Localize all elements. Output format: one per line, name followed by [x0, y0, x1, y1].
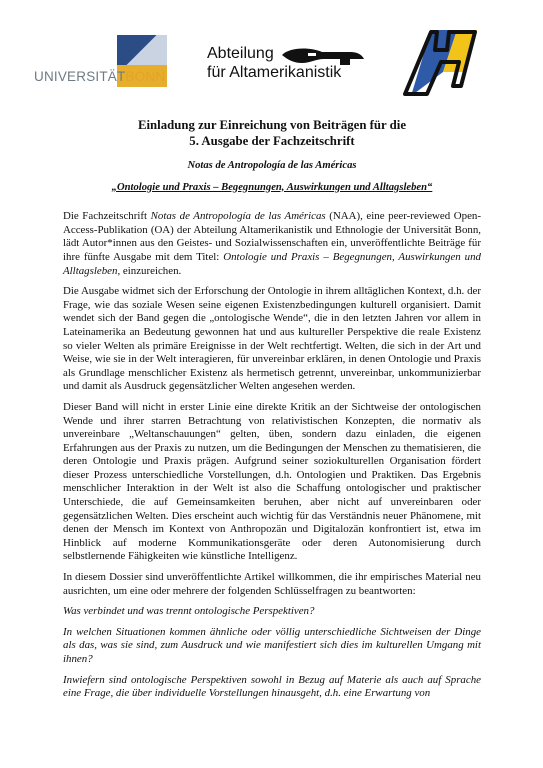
paragraph-scope: Dieser Band will nicht in erster Linie eine direkte Kritik an der Sichtweise der ontologischen Wende und ihrer starren Betrachtung von relativistischen Konzepten, die normativ als unvereinbare „Weltanschauungen“ gelten, üben, sondern dazu einladen, die eigenen Erfahrungen aus der Praxis zu nutzen, um die Bedingungen der Menschen zu thematisieren, die deren Ontologie und Praxis prägen. Aufgrund seiner soziokulturellen Organisation fördert dieser Prozess unterschiedliche Vorstellungen, d.h. Ontologien und Praktiken. Das Ergebnis menschlicher Interaktion in der Welt ist also die Schaffung ontologischer und praktischer Unterschiede, die auf Gemeinsamkeiten beruhen, aber nicht auf unvereinbaren oder gegensätzlichen Welten. Dies erscheint auch wichtig für das Verständnis neuer Phänomene, mit denen der Mensch im Kontext von Anthropozän und Digitalozän konfrontiert ist, etwa im Hinblick auf moderne Kommunikationsgeräte oder deren Autonomisierung durch selbstlernende Fähigkeiten wie künstliche Intelligenz.: [63, 400, 481, 563]
university-bonn-logo: [34, 35, 168, 87]
issue-theme: „Ontologie und Praxis – Begegnungen, Auswirkungen und Alltagsleben“: [111, 181, 433, 193]
question-item: Was verbindet und was trennt ontologische Perspektiven?: [63, 605, 315, 618]
naa-journal-logo-icon: [401, 28, 479, 98]
document-body: [63, 118, 481, 708]
paragraph-dossier: In diesem Dossier sind unveröffentlichte Artikel willkommen, die ihr empirisches Material neu ausrichten, um eine oder mehrere der folgenden Schlüsselfragen zu beantworten:: [63, 571, 481, 597]
department-logo-text: Abteilung für Altamerikanistik: [207, 45, 342, 81]
department-logo: [207, 44, 367, 88]
question-item: In welchen Situationen kommen ähnliche oder völlig unterschiedliche Sichtweisen der Dinge als das, was sie sind, zum Ausdruck und wie manifestiert sich dies im kulturellen Umgang mit ihnen?: [63, 625, 481, 665]
university-logo-wordmark: UNIVERSITÄTBONN: [34, 69, 166, 84]
header-logos: [0, 0, 543, 100]
paragraph-ontology: Die Ausgabe widmet sich der Erforschung der Ontologie in ihrem alltäglichen Kontext, d.h. der Frage, wie das soziale Wesen seine eigenen Existenzbedingungen kulturell organisiert. Damit wendet sich der Band gegen die „ontologische Wende“, die in den letzten Jahren vor allem in Lateinamerika an Bedeutung gewonnen hat und aus kultureller Perspektive die reale Existenz so vieler Welten als primäre Ereignisse in der Welt rechtfertigt. Welten, die sich in der Art und Weise, wie sie in der Welt interagieren, für unvereinbar erklären, in denen Ontologie und Praxis als Grundlage menschlicher Existenz als hermetisch getrennt, unvereinbar, unkommunizierbar und damit als Ausdruck gegensätzlicher Welten angesehen werden.: [63, 285, 481, 393]
paragraph-intro: Die Fachzeitschrift Notas de Antropología de las Américas (NAA), eine peer-reviewed Open-Access-Publikation (OA) der Abteilung Altamerikanistik und Ethnologie der Universität Bonn, lädt Autor*innen aus den Geistes- und Sozialwissenschaften ein, unveröffentlichte Beiträge für ihre fünfte Ausgabe mit dem Titel: Ontologie und Praxis – Begegnungen, Auswirkungen und Alltagsleben, einzureichen.: [63, 210, 482, 277]
question-item: Inwiefern sind ontologische Perspektiven sowohl in Bezug auf Materie als auch auf Sprache eine Frage, die über individuelle Vorstellungen hinausgeht, d.h. eine Erwartung von: [63, 673, 481, 700]
university-logo-blue-square: [117, 35, 167, 65]
journal-name: Notas de Antropología de las Américas: [187, 160, 357, 171]
document-title: Einladung zur Einreichung von Beiträgen für die 5. Ausgabe der Fachzeitschrift: [137, 118, 407, 148]
